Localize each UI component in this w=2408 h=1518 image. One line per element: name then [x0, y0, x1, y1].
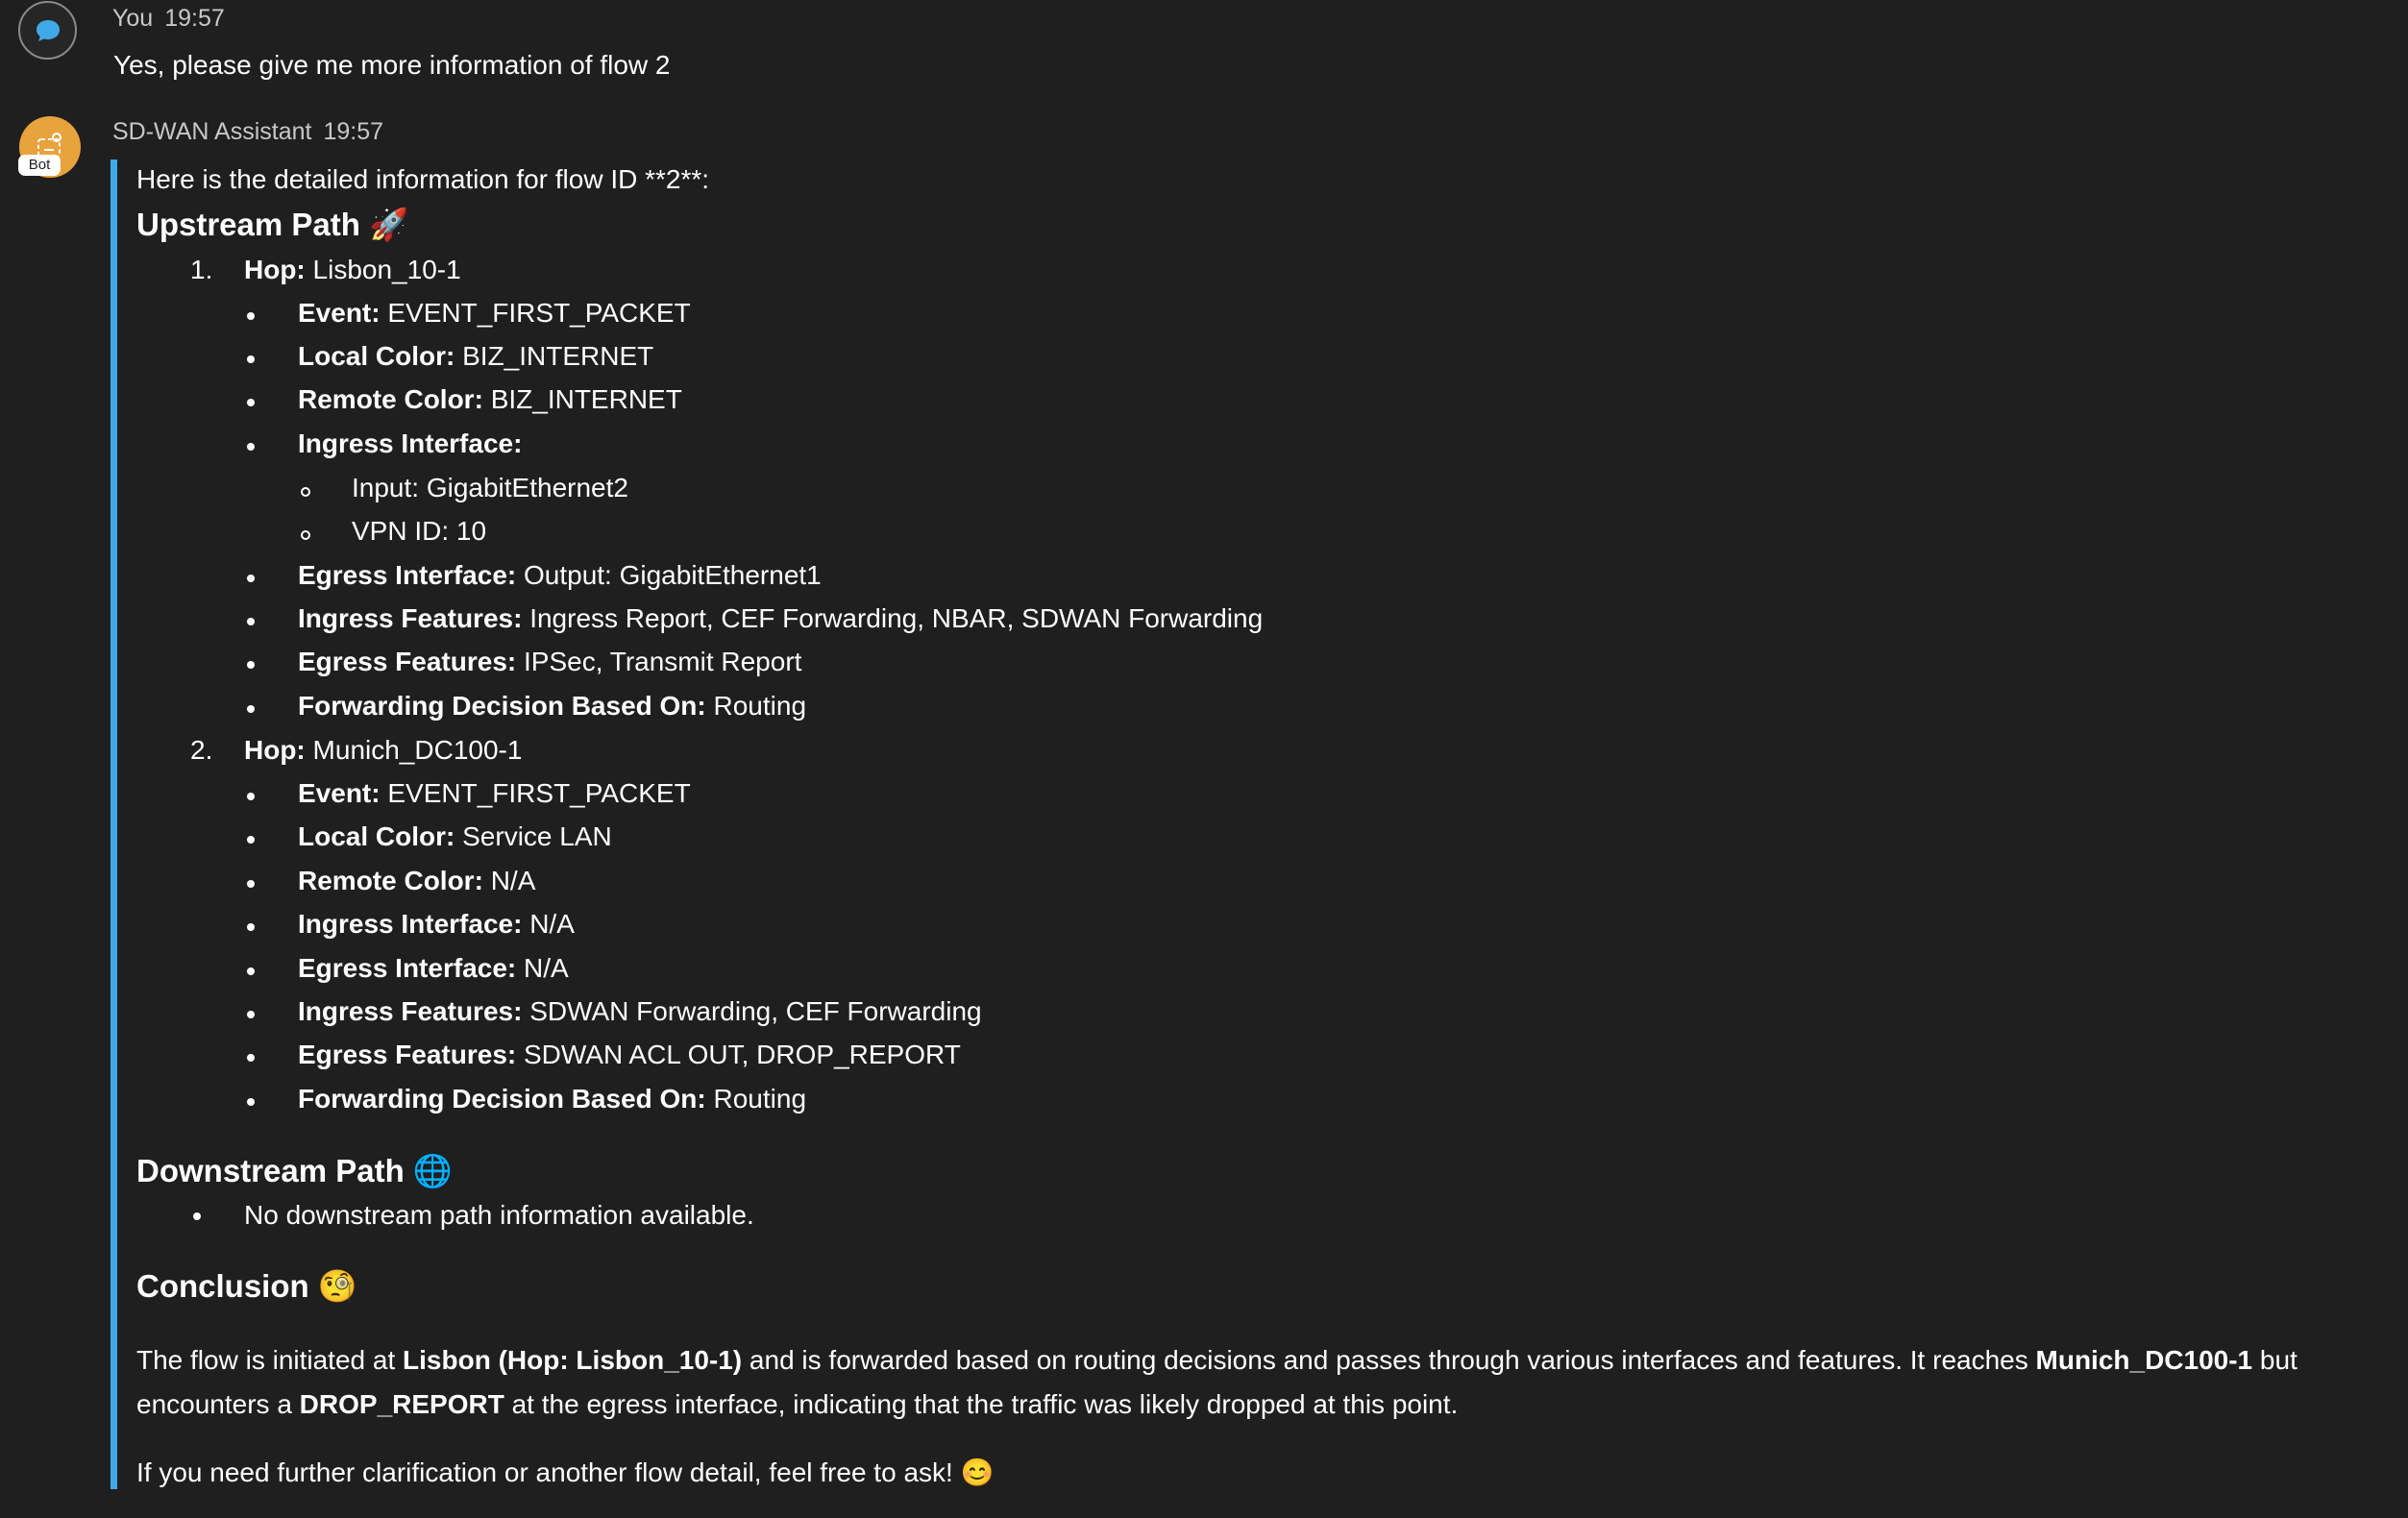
bullet: [247, 836, 255, 844]
list-item: [298, 953, 569, 984]
hop-label: Hop:: [244, 255, 306, 284]
closing-text-run: If you need further clarification or another flow detail, feel free to ask!: [136, 1457, 953, 1487]
item-label: Ingress Interface:: [298, 909, 523, 939]
item-value: BIZ_INTERNET: [462, 341, 654, 371]
user-message-header: [112, 5, 225, 33]
smile-icon: 😊: [960, 1457, 995, 1487]
intro-text: Here is the detailed information for flow ID **2**:: [136, 164, 710, 194]
text-run: The flow is initiated at: [136, 1345, 404, 1375]
conclusion-paragraph: [136, 1338, 2375, 1427]
bullet: [247, 355, 255, 363]
bullet: [247, 880, 255, 888]
bullet: [247, 967, 255, 975]
list-item: No downstream path information available.: [244, 1200, 754, 1230]
item-label: Event:: [298, 778, 381, 808]
item-label: Forwarding Decision Based On:: [298, 1084, 706, 1114]
hop-title: [244, 255, 461, 285]
item-value: EVENT_FIRST_PACKET: [387, 778, 691, 808]
list-item: [298, 909, 575, 940]
closing-text: [136, 1457, 994, 1488]
chat-bubble-icon: [34, 16, 62, 45]
list-item: [298, 560, 822, 591]
thinking-face-icon: 🧐: [317, 1268, 357, 1304]
globe-icon: 🌐: [412, 1153, 453, 1188]
bullet: [247, 312, 255, 320]
item-value: SDWAN Forwarding, CEF Forwarding: [529, 996, 982, 1026]
hop-number: 2.: [190, 735, 213, 765]
list-item: [298, 866, 535, 896]
list-item: [298, 298, 691, 329]
item-label: Ingress Interface:: [298, 428, 523, 458]
item-value: Routing: [713, 1084, 807, 1114]
item-value: IPSec, Transmit Report: [524, 647, 802, 676]
item-value: Routing: [713, 691, 807, 721]
list-item: [298, 691, 806, 722]
timestamp: 19:57: [164, 5, 225, 32]
item-label: Ingress Features:: [298, 996, 523, 1026]
bold-run: Munich_DC100-1: [2035, 1345, 2253, 1375]
bot-message-header: [112, 118, 383, 146]
item-label: Local Color:: [298, 341, 455, 371]
bot-badge: Bot: [18, 155, 61, 176]
conclusion-heading-text: Conclusion: [136, 1268, 309, 1304]
list-item: [298, 603, 1263, 634]
bullet: [247, 1098, 255, 1106]
bullet: [193, 1212, 201, 1220]
list-item: [298, 647, 801, 677]
item-label: Egress Interface:: [298, 953, 517, 983]
item-label: Egress Features:: [298, 647, 517, 676]
hop-number: 1.: [190, 255, 213, 284]
bullet: [247, 1011, 255, 1018]
bullet: [247, 399, 255, 406]
text-run: but encounters a: [136, 1345, 2297, 1419]
bullet: [247, 661, 255, 669]
item-label: Local Color:: [298, 821, 455, 851]
bullet: [247, 705, 255, 713]
sub-list-item: Input: GigabitEthernet2: [352, 473, 628, 502]
hop-label: Hop:: [244, 735, 306, 765]
item-value: EVENT_FIRST_PACKET: [387, 298, 691, 328]
bullet: [247, 575, 255, 582]
item-label: Egress Features:: [298, 1040, 517, 1069]
sub-bullet: [301, 530, 310, 540]
user-avatar[interactable]: [18, 1, 77, 60]
item-value: Output: GigabitEthernet1: [524, 560, 822, 590]
item-value: N/A: [490, 866, 536, 895]
bullet: [247, 1054, 255, 1062]
timestamp: 19:57: [323, 118, 384, 145]
conclusion-heading: [136, 1268, 357, 1306]
item-label: Event:: [298, 298, 381, 328]
item-label: Ingress Features:: [298, 603, 523, 633]
bold-run: Lisbon (Hop: Lisbon_10-1): [403, 1345, 743, 1375]
item-value: Service LAN: [462, 821, 612, 851]
bold-run: DROP_REPORT: [299, 1389, 504, 1419]
list-item: [298, 384, 682, 415]
item-value: SDWAN ACL OUT, DROP_REPORT: [524, 1040, 961, 1069]
bullet: [247, 443, 255, 451]
text-run: at the egress interface, indicating that the traffic was likely dropped at this point.: [504, 1389, 1459, 1419]
upstream-heading: [136, 207, 408, 244]
list-item: [298, 341, 653, 372]
downstream-heading-text: Downstream Path: [136, 1153, 405, 1188]
item-label: Forwarding Decision Based On:: [298, 691, 706, 721]
list-item: [298, 778, 691, 809]
sub-list-item: VPN ID: 10: [352, 516, 487, 546]
bullet: [247, 618, 255, 625]
list-item: [298, 1040, 961, 1070]
downstream-heading: [136, 1153, 453, 1190]
list-item: [298, 821, 612, 852]
upstream-heading-text: Upstream Path: [136, 207, 360, 242]
sender-name: You: [112, 5, 154, 32]
item-value: BIZ_INTERNET: [490, 384, 682, 414]
sender-name: SD-WAN Assistant: [112, 118, 312, 145]
text-run: and is forwarded based on routing decisions and passes through various interfaces and features. It reaches: [742, 1345, 2036, 1375]
item-label: Remote Color:: [298, 866, 483, 895]
hop-value: Lisbon_10-1: [312, 255, 461, 284]
list-item: [298, 996, 982, 1027]
item-value: N/A: [529, 909, 575, 939]
list-item: [298, 428, 522, 459]
bullet: [247, 923, 255, 931]
item-value: N/A: [524, 953, 569, 983]
sub-bullet: [301, 487, 310, 497]
hop-value: Munich_DC100-1: [312, 735, 523, 765]
user-message-text: Yes, please give me more information of flow 2: [113, 50, 671, 80]
rocket-icon: 🚀: [369, 207, 409, 242]
item-label: Remote Color:: [298, 384, 483, 414]
item-label: Egress Interface:: [298, 560, 517, 590]
list-item: [298, 1084, 806, 1114]
bullet: [247, 793, 255, 800]
hop-title: [244, 735, 522, 766]
item-value: Ingress Report, CEF Forwarding, NBAR, SDWAN Forwarding: [529, 603, 1264, 633]
